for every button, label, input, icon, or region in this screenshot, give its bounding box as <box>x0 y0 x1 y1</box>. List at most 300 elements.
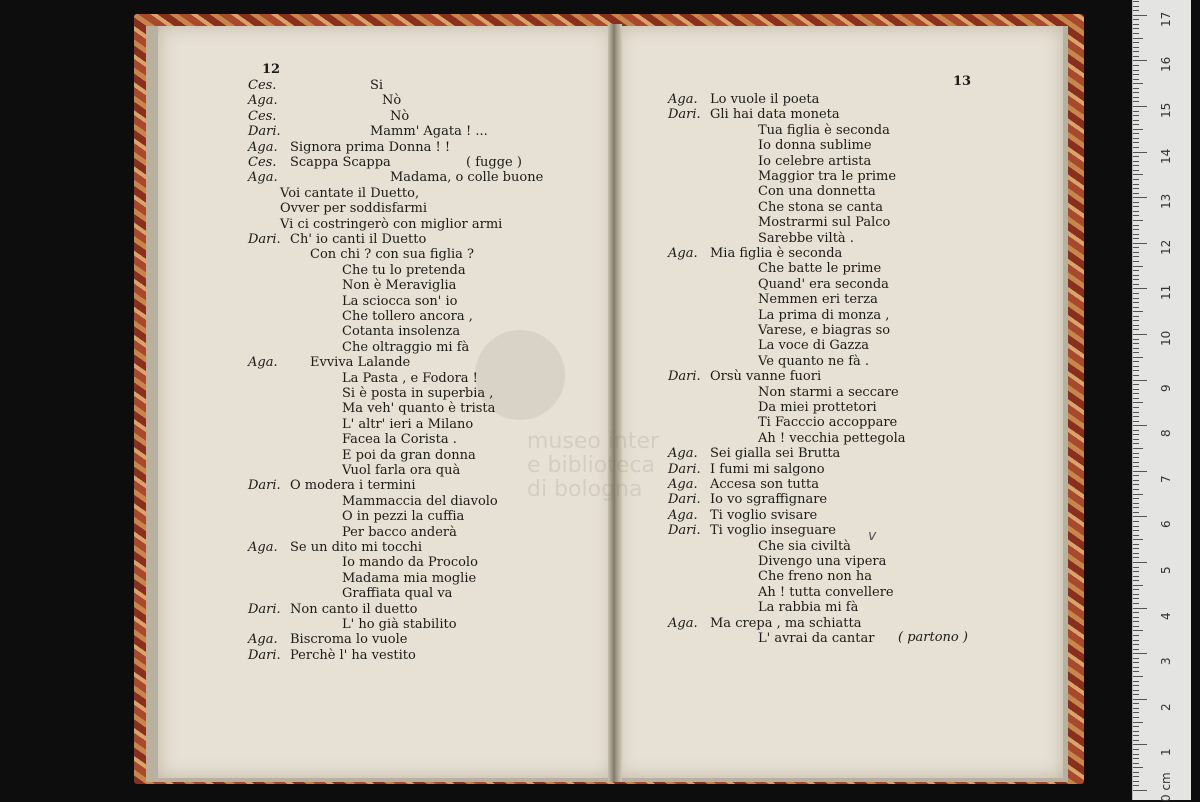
ruler-minor-tick <box>1133 767 1143 768</box>
ruler-minor-tick <box>1133 640 1139 641</box>
ruler-minor-tick <box>1133 635 1139 636</box>
verse-line: Graffiata qual va <box>342 586 453 602</box>
ruler-minor-tick <box>1133 676 1143 677</box>
verse-line: Perchè l' ha vestito <box>290 647 416 663</box>
verse-line: Voi cantate il Duetto, <box>280 185 420 201</box>
ruler-minor-tick <box>1133 1 1139 2</box>
ruler-minor-tick <box>1133 462 1139 463</box>
pencil-mark: v <box>868 528 877 544</box>
ruler-minor-tick <box>1133 443 1139 444</box>
ruler-tick <box>1133 334 1147 335</box>
ruler-minor-tick <box>1133 370 1139 371</box>
ruler-minor-tick <box>1133 174 1143 175</box>
speaker-label: Aga. <box>248 355 278 371</box>
verse-line: L' altr' ieri a Milano <box>342 416 474 432</box>
ruler-tick <box>1133 197 1147 198</box>
book-gutter <box>608 24 622 782</box>
ruler-minor-tick <box>1133 466 1139 467</box>
verse-line: Vuol farla ora quà <box>342 463 461 478</box>
ruler-minor-tick <box>1133 416 1139 417</box>
verse-line: Madama mia moglie <box>342 570 477 586</box>
watermark-line: museo inter <box>527 429 660 454</box>
page-number-right: 13 <box>953 74 972 89</box>
ruler-minor-tick <box>1133 270 1139 271</box>
ruler-minor-tick <box>1133 339 1139 340</box>
ruler-minor-tick <box>1133 220 1143 221</box>
verse-line: Ovver per soddisfarmi <box>280 201 427 217</box>
verse-line: Ti voglio svisare <box>710 507 818 523</box>
ruler-minor-tick <box>1133 649 1139 650</box>
ruler-minor-tick <box>1133 238 1139 239</box>
ruler-minor-tick <box>1133 494 1143 495</box>
verse-line: Mia figlia è seconda <box>710 246 843 261</box>
ruler-label: 9 <box>1159 383 1173 392</box>
ruler-minor-tick <box>1133 38 1143 39</box>
ruler-minor-tick <box>1133 489 1139 490</box>
ruler-tick <box>1133 15 1147 16</box>
ruler-minor-tick <box>1133 722 1143 723</box>
ruler-minor-tick <box>1133 115 1139 116</box>
ruler-minor-tick <box>1133 498 1139 499</box>
ruler-minor-tick <box>1133 735 1139 736</box>
ruler-minor-tick <box>1133 630 1143 631</box>
ruler-minor-tick <box>1133 366 1139 367</box>
speaker-label: Aga. <box>668 92 698 107</box>
speaker-label: Dari. <box>248 601 281 617</box>
verse-line: Per bacco anderà <box>342 524 457 540</box>
verse-line: Che tu lo pretenda <box>342 262 466 278</box>
ruler-minor-tick <box>1133 763 1139 764</box>
ruler-minor-tick <box>1133 247 1139 248</box>
verse-line: Maggior tra le prime <box>758 169 897 184</box>
ruler-minor-tick <box>1133 703 1139 704</box>
verse-line: La rabbia mi fà <box>758 600 859 616</box>
ruler-label: 10 <box>1159 330 1173 346</box>
verse-line: Che freno non ha <box>758 569 873 585</box>
ruler-minor-tick <box>1133 567 1139 568</box>
ruler-minor-tick <box>1133 412 1139 413</box>
verse-line: Che tollero ancora , <box>342 309 473 324</box>
verse-line: Che stona se canta <box>758 199 883 215</box>
ruler-minor-tick <box>1133 521 1139 522</box>
verse-line: Sei gialla sei Brutta <box>710 446 841 462</box>
verse-line: Con chi ? con sua figlia ? <box>310 247 475 263</box>
ruler-tick <box>1133 653 1147 654</box>
verse-line: Se un dito mi tocchi <box>290 540 423 555</box>
page-number-left: 12 <box>262 62 281 77</box>
verse-line: Biscroma lo vuole <box>290 632 408 648</box>
ruler-minor-tick <box>1133 307 1139 308</box>
ruler-minor-tick <box>1133 544 1139 545</box>
verse-line: Da miei prottetori <box>758 400 877 415</box>
watermark-line: e biblioteca <box>527 453 655 478</box>
verse-line: La prima di monza , <box>758 307 890 323</box>
ruler-tick <box>1133 471 1147 472</box>
verse-line: Che oltraggio mi fà <box>342 339 470 355</box>
verse-line: Io vo sgraffignare <box>710 492 828 508</box>
ruler-minor-tick <box>1133 758 1139 759</box>
ruler-minor-tick <box>1133 19 1139 20</box>
ruler-minor-tick <box>1133 74 1139 75</box>
ruler-minor-tick <box>1133 225 1139 226</box>
ruler-minor-tick <box>1133 65 1139 66</box>
ruler-minor-tick <box>1133 557 1139 558</box>
watermark-line: di bologna <box>527 477 643 502</box>
speaker-label: Dari. <box>248 232 281 247</box>
ruler-minor-tick <box>1133 361 1139 362</box>
ruler-label: 8 <box>1159 429 1173 438</box>
ruler-minor-tick <box>1133 594 1139 595</box>
ruler-minor-tick <box>1133 256 1139 257</box>
ruler-minor-tick <box>1133 535 1139 536</box>
ruler-minor-tick <box>1133 375 1139 376</box>
ruler-minor-tick <box>1133 138 1139 139</box>
verse-line: Ah ! tutta convellere <box>758 584 894 600</box>
stage-direction-fugge: ( fugge ) <box>466 155 522 170</box>
ruler-minor-tick <box>1133 439 1139 440</box>
ruler-minor-tick <box>1133 626 1139 627</box>
verse-line: Accesa son tutta <box>710 477 819 492</box>
verse-line: Mammaccia del diavolo <box>342 493 498 509</box>
ruler-label: 5 <box>1159 566 1173 574</box>
verse-line: Ah ! vecchia pettegola <box>758 430 906 446</box>
ruler-minor-tick <box>1133 754 1139 755</box>
verse-line: Nemmen eri terza <box>758 292 878 308</box>
verse-line: Lo vuole il poeta <box>710 92 820 107</box>
speaker-label: Ces. <box>248 155 277 170</box>
speaker-label: Aga. <box>248 540 278 555</box>
ruler-label: 13 <box>1159 193 1173 210</box>
verse-line: Varese, e biagras so <box>758 323 891 338</box>
ruler-label: 0 cm <box>1159 772 1173 802</box>
verse-line: Io mando da Procolo <box>342 555 478 571</box>
verse-line: I fumi mi salgono <box>710 461 825 477</box>
ruler-minor-tick <box>1133 6 1139 7</box>
verse-line: Con una donnetta <box>758 184 876 200</box>
ruler-minor-tick <box>1133 453 1139 454</box>
ruler-minor-tick <box>1133 421 1139 422</box>
ruler-label: 17 <box>1159 11 1173 27</box>
verse-line: Io donna sublime <box>758 138 872 154</box>
verse-line: Evviva Lalande <box>310 355 411 371</box>
ruler-minor-tick <box>1133 79 1139 80</box>
verse-line: Scappa Scappa <box>290 155 391 170</box>
ruler-minor-tick <box>1133 507 1139 508</box>
verse-line: Vi ci costringerò con miglior armi <box>280 216 503 232</box>
ruler-minor-tick <box>1133 120 1139 121</box>
verse-line: La Pasta , e Fodora ! <box>342 370 478 386</box>
ruler-minor-tick <box>1133 24 1139 25</box>
ruler-minor-tick <box>1133 530 1139 531</box>
ruler-minor-tick <box>1133 553 1139 554</box>
ruler-minor-tick <box>1133 343 1139 344</box>
ruler-minor-tick <box>1133 215 1139 216</box>
speaker-label: Aga. <box>248 170 278 186</box>
ruler-minor-tick <box>1133 708 1139 709</box>
ruler-minor-tick <box>1133 229 1139 230</box>
verse-line: Ti voglio inseguare <box>710 523 836 539</box>
ruler-minor-tick <box>1133 621 1139 622</box>
ruler-minor-tick <box>1133 252 1139 253</box>
speaker-label: Aga. <box>668 615 698 631</box>
verse-line: Non starmi a seccare <box>758 384 899 400</box>
ruler-minor-tick <box>1133 142 1139 143</box>
verse-line: La sciocca son' io <box>342 293 458 309</box>
ruler-minor-tick <box>1133 92 1139 93</box>
speaker-label: Dari. <box>668 492 701 508</box>
ruler-minor-tick <box>1133 124 1139 125</box>
ruler-minor-tick <box>1133 357 1143 358</box>
measurement-ruler <box>1132 0 1191 800</box>
ruler-tick <box>1133 562 1147 563</box>
ruler-label: 11 <box>1159 285 1173 301</box>
verse-line: La voce di Gazza <box>758 338 869 354</box>
ruler-minor-tick <box>1133 188 1139 189</box>
ruler-minor-tick <box>1133 133 1139 134</box>
ruler-minor-tick <box>1133 644 1139 645</box>
ruler-tick <box>1133 380 1147 381</box>
ruler-minor-tick <box>1133 311 1143 312</box>
verse-line: Signora prima Donna ! ! <box>290 139 451 155</box>
ruler-label: 12 <box>1159 239 1173 255</box>
verse-line: Si <box>370 78 384 93</box>
ruler-minor-tick <box>1133 717 1139 718</box>
ruler-minor-tick <box>1133 275 1139 276</box>
ruler-minor-tick <box>1133 526 1139 527</box>
speaker-label: Dari. <box>668 369 701 385</box>
ruler-minor-tick <box>1133 10 1139 11</box>
ruler-minor-tick <box>1133 503 1139 504</box>
ruler-minor-tick <box>1133 202 1139 203</box>
verse-line: Gli hai data moneta <box>710 107 840 123</box>
ruler-minor-tick <box>1133 662 1139 663</box>
ruler-minor-tick <box>1133 193 1139 194</box>
speaker-label: Dari. <box>668 107 701 123</box>
verse-line: Nò <box>390 108 410 124</box>
ruler-minor-tick <box>1133 320 1139 321</box>
verse-line: O in pezzi la cuffia <box>342 509 465 525</box>
ruler-minor-tick <box>1133 772 1139 773</box>
ruler-minor-tick <box>1133 681 1139 682</box>
ruler-minor-tick <box>1133 480 1139 481</box>
verse-line: O modera i termini <box>290 478 416 494</box>
ruler-label: 16 <box>1159 57 1173 73</box>
ruler-minor-tick <box>1133 101 1139 102</box>
speaker-label: Aga. <box>248 93 278 109</box>
ruler-tick <box>1133 152 1147 153</box>
ruler-minor-tick <box>1133 293 1139 294</box>
verse-line: Che batte le prime <box>758 261 882 277</box>
speaker-label: Aga. <box>668 507 698 523</box>
ruler-minor-tick <box>1133 712 1139 713</box>
ruler-minor-tick <box>1133 617 1139 618</box>
speaker-label: Dari. <box>248 647 281 663</box>
ruler-minor-tick <box>1133 781 1139 782</box>
verse-line: Si è posta in superbia , <box>342 386 494 401</box>
verse-line: Ve quanto ne fà . <box>758 353 870 369</box>
ruler-minor-tick <box>1133 585 1143 586</box>
ruler-minor-tick <box>1133 548 1139 549</box>
ruler-minor-tick <box>1133 156 1139 157</box>
speaker-label: Aga. <box>248 632 278 648</box>
ruler-minor-tick <box>1133 33 1139 34</box>
ruler-minor-tick <box>1133 457 1139 458</box>
verse-line: E poi da gran donna <box>342 447 476 463</box>
verse-line: Ti Facccio accoppare <box>758 415 898 431</box>
ruler-minor-tick <box>1133 740 1139 741</box>
ruler-label: 15 <box>1159 102 1173 118</box>
ruler-minor-tick <box>1133 70 1139 71</box>
ruler-minor-tick <box>1133 302 1139 303</box>
verse-line: Orsù vanne fuori <box>710 369 822 385</box>
verse-line: Cotanta insolenza <box>342 324 461 340</box>
ruler-minor-tick <box>1133 234 1139 235</box>
ruler-minor-tick <box>1133 161 1139 162</box>
ruler-minor-tick <box>1133 170 1139 171</box>
ruler-minor-tick <box>1133 179 1139 180</box>
ruler-minor-tick <box>1133 598 1139 599</box>
verse-line: Madama, o colle buone <box>390 170 544 186</box>
ruler-minor-tick <box>1133 690 1139 691</box>
ruler-minor-tick <box>1133 42 1139 43</box>
speaker-label: Aga. <box>668 446 698 462</box>
ruler-minor-tick <box>1133 580 1139 581</box>
ruler-minor-tick <box>1133 398 1139 399</box>
ruler-label: 1 <box>1159 748 1173 757</box>
ruler-tick <box>1133 60 1147 61</box>
ruler-minor-tick <box>1133 726 1139 727</box>
ruler-tick <box>1133 516 1147 517</box>
speaker-label: Ces. <box>248 108 277 124</box>
verse-line: Che sia civiltà <box>758 538 851 554</box>
ruler-minor-tick <box>1133 147 1139 148</box>
verse-line: Mostrarmi sul Palco <box>758 215 891 231</box>
verse-line: Ma crepa , ma schiatta <box>710 615 862 631</box>
ruler-minor-tick <box>1133 284 1139 285</box>
ruler-minor-tick <box>1133 211 1139 212</box>
ruler-minor-tick <box>1133 389 1139 390</box>
verse-line: Nò <box>382 93 402 109</box>
ruler-minor-tick <box>1133 785 1139 786</box>
verse-line: Quand' era seconda <box>758 276 889 292</box>
verse-line: Mamm' Agata ! ... <box>370 124 488 140</box>
ruler-tick <box>1133 243 1147 244</box>
verse-line: Sarebbe viltà . <box>758 230 854 246</box>
ruler-minor-tick <box>1133 393 1139 394</box>
ruler-minor-tick <box>1133 206 1139 207</box>
ruler-minor-tick <box>1133 776 1139 777</box>
verse-line: Facea la Corista . <box>342 432 457 448</box>
verse-line: L' ho già stabilito <box>342 617 457 632</box>
ruler-minor-tick <box>1133 731 1139 732</box>
ruler-minor-tick <box>1133 316 1139 317</box>
ruler-minor-tick <box>1133 603 1139 604</box>
verse-line: L' avrai da cantar <box>758 631 875 646</box>
ruler-minor-tick <box>1133 329 1139 330</box>
ruler-tick <box>1133 790 1147 791</box>
ruler-minor-tick <box>1133 484 1139 485</box>
ruler-label: 14 <box>1159 148 1173 164</box>
ruler-minor-tick <box>1133 111 1139 112</box>
ruler-minor-tick <box>1133 589 1139 590</box>
ruler-minor-tick <box>1133 129 1143 130</box>
verse-line: Non è Meraviglia <box>342 278 457 294</box>
verse-line: Ch' io canti il Duetto <box>290 232 427 247</box>
verse-line: Ma veh' quanto è trista <box>342 401 496 417</box>
ruler-minor-tick <box>1133 184 1139 185</box>
ruler-minor-tick <box>1133 694 1139 695</box>
speaker-label: Ces. <box>248 78 277 93</box>
speaker-label: Dari. <box>248 124 281 140</box>
verse-line: Non canto il duetto <box>290 601 418 617</box>
ruler-minor-tick <box>1133 384 1139 385</box>
ruler-minor-tick <box>1133 576 1139 577</box>
ruler-minor-tick <box>1133 352 1139 353</box>
ruler-minor-tick <box>1133 434 1139 435</box>
ruler-minor-tick <box>1133 51 1139 52</box>
ruler-minor-tick <box>1133 266 1143 267</box>
ruler-minor-tick <box>1133 348 1139 349</box>
ruler-tick <box>1133 425 1147 426</box>
verse-line: Io celebre artista <box>758 153 872 169</box>
ruler-minor-tick <box>1133 658 1139 659</box>
ruler-minor-tick <box>1133 571 1139 572</box>
ruler-label: 2 <box>1159 703 1173 711</box>
verse-line: Tua figlia è seconda <box>758 122 890 138</box>
ruler-tick <box>1133 106 1147 107</box>
ruler-minor-tick <box>1133 165 1139 166</box>
ruler-minor-tick <box>1133 97 1139 98</box>
ruler-minor-tick <box>1133 88 1139 89</box>
ruler-tick <box>1133 608 1147 609</box>
speaker-label: Dari. <box>668 461 701 477</box>
speaker-label: Dari. <box>668 523 701 539</box>
stage-direction-partono: ( partono ) <box>898 630 968 645</box>
ruler-minor-tick <box>1133 325 1139 326</box>
ruler-minor-tick <box>1133 298 1139 299</box>
ruler-label: 6 <box>1159 520 1173 529</box>
ruler-minor-tick <box>1133 56 1139 57</box>
ruler-tick <box>1133 744 1147 745</box>
ruler-tick <box>1133 288 1147 289</box>
ruler-minor-tick <box>1133 28 1139 29</box>
ruler-minor-tick <box>1133 261 1139 262</box>
ruler-minor-tick <box>1133 448 1143 449</box>
ruler-label: 4 <box>1159 611 1173 620</box>
ruler-minor-tick <box>1133 475 1139 476</box>
ruler-label: 3 <box>1159 657 1173 666</box>
ruler-minor-tick <box>1133 512 1139 513</box>
verse-line: Divengo una vipera <box>758 554 887 569</box>
ruler-minor-tick <box>1133 402 1143 403</box>
ruler-tick <box>1133 699 1147 700</box>
ruler-label: 7 <box>1159 475 1173 483</box>
ruler-minor-tick <box>1133 539 1143 540</box>
ruler-minor-tick <box>1133 612 1139 613</box>
ruler-minor-tick <box>1133 83 1143 84</box>
ruler-minor-tick <box>1133 407 1139 408</box>
ruler-minor-tick <box>1133 430 1139 431</box>
ruler-minor-tick <box>1133 749 1139 750</box>
speaker-label: Dari. <box>248 478 281 494</box>
ruler-minor-tick <box>1133 667 1139 668</box>
watermark-text <box>527 430 659 502</box>
speaker-label: Aga. <box>668 246 698 261</box>
ruler-minor-tick <box>1133 279 1139 280</box>
speaker-label: Aga. <box>668 477 698 492</box>
ruler-minor-tick <box>1133 671 1139 672</box>
speaker-label: Aga. <box>248 139 278 155</box>
